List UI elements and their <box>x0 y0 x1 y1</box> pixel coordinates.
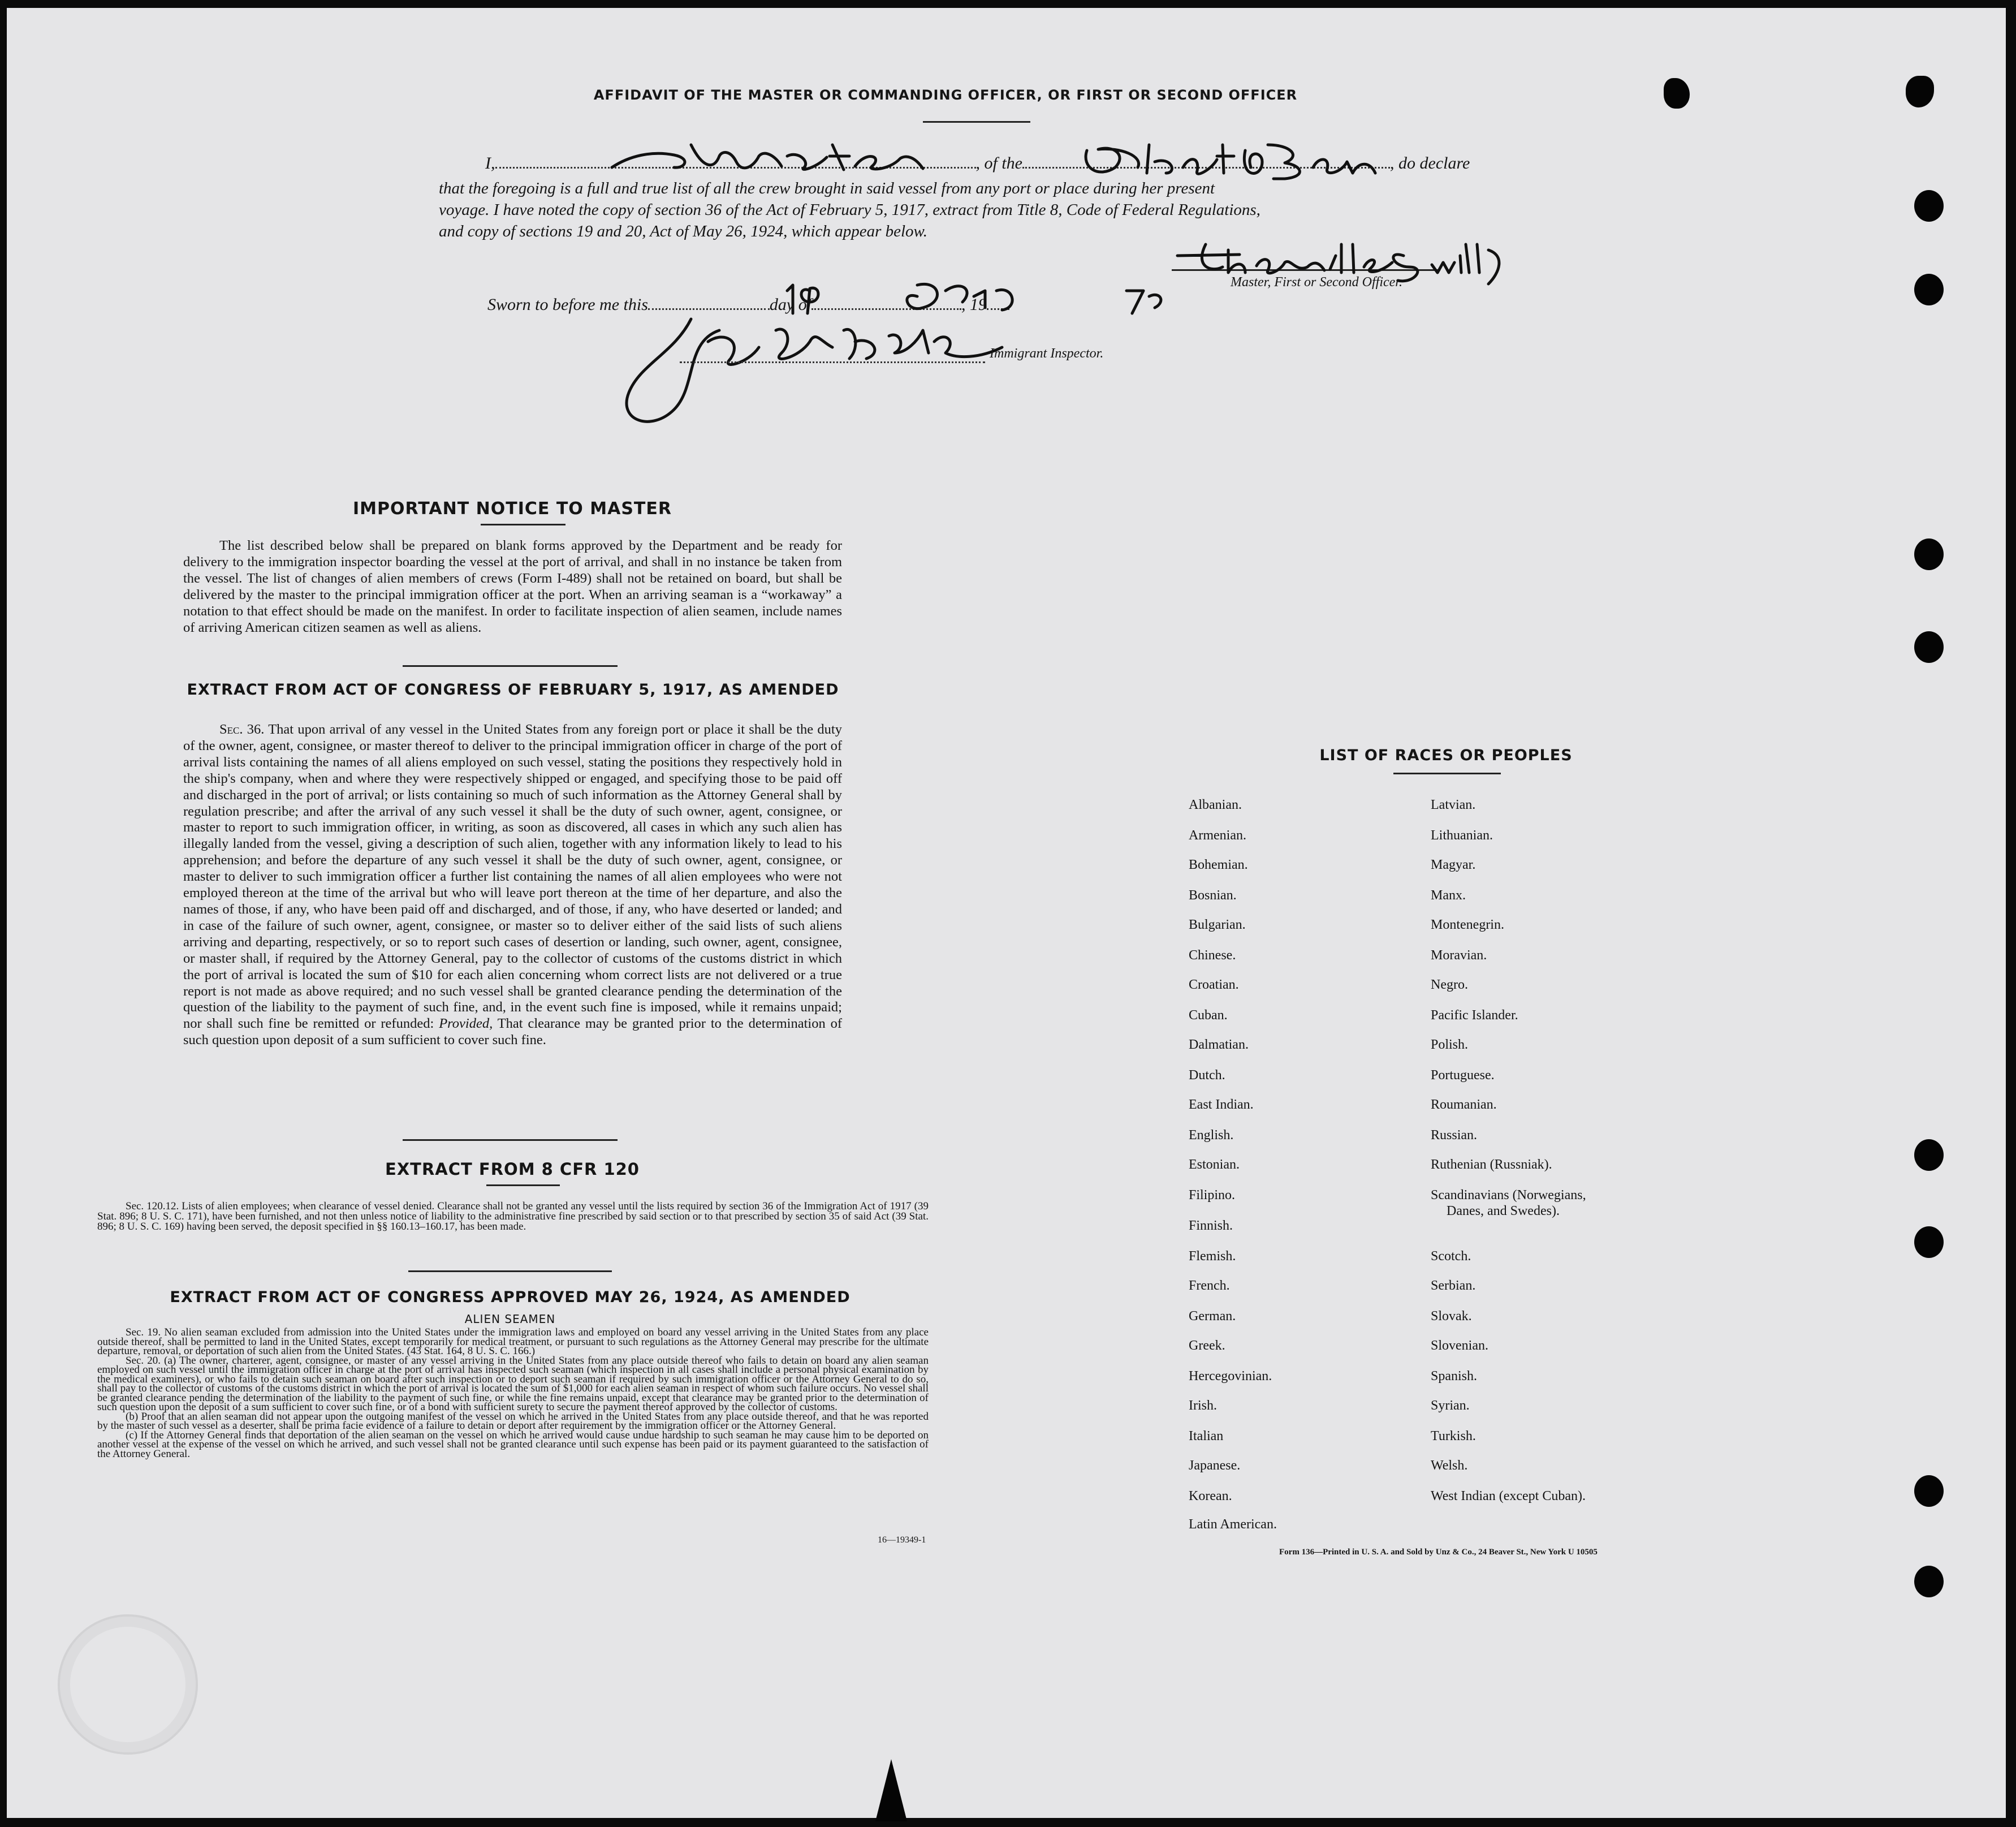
race-item: Polish. <box>1431 1037 1469 1052</box>
handwritten-vessel-name <box>1076 133 1392 196</box>
notice-divider <box>481 524 565 525</box>
document-page <box>7 8 2006 1818</box>
race-item: Welsh. <box>1431 1458 1468 1473</box>
extract-1917-body <box>183 722 842 1049</box>
cfr-body: Sec. 120.12. Lists of alien employees; when clearance of vessel denied. Clearance shall not be granted any vessel until the lists required by section 36 of the Immigration Act of 1917 (39 Stat. 896; 8 U. S. C. 171), have been furnished, and not then unless notice of liability to the administrative fine prescribed by said section or to that prescribed by section 35 of said Act (39 Stat. 896; 8 U. S. C. 169) having been served, the deposit specified in §§ 160.13–160.17, has been made. <box>97 1200 929 1233</box>
race-item: Turkish. <box>1431 1429 1476 1443</box>
cfr-title: EXTRACT FROM 8 CFR 120 <box>385 1160 640 1179</box>
extract-1924-body <box>97 1328 929 1459</box>
races-divider <box>1393 773 1501 774</box>
race-item: Negro. <box>1431 977 1468 992</box>
race-item: Serbian. <box>1431 1278 1476 1293</box>
race-item: Latvian. <box>1431 798 1476 812</box>
sec-20b-text: (b) Proof that an alien seaman did not appear upon the outgoing manifest of the vessel on which he arrived in the United States from any place outside thereof, and that he was reported by the master of such vessel as a deserter, shall be prima facie evidence of a failure to detain or deport after requirement by the immigration officer or the Attorney General. <box>97 1410 929 1432</box>
notice-bottom-divider <box>403 665 618 667</box>
affidavit-line-2: that the foregoing is a full and true list of all the crew brought in said vessel from any port or place during her present <box>439 179 1215 197</box>
race-item: English. <box>1189 1128 1234 1143</box>
race-item: Filipino. <box>1189 1188 1236 1203</box>
paper-notch <box>875 1759 907 1821</box>
race-item: Portuguese. <box>1431 1068 1495 1083</box>
inspector-signature-line <box>680 360 985 363</box>
race-item: Roumanian. <box>1431 1097 1497 1112</box>
notice-title: IMPORTANT NOTICE TO MASTER <box>353 499 672 519</box>
race-item: Flemish. <box>1189 1249 1236 1264</box>
race-item: Latin American. <box>1189 1517 1277 1532</box>
sec-20c-text: (c) If the Attorney General finds that deportation of the alien seaman on the vessel on which he arrived would cause undue hardship to such seaman he may cause him to be deported on another vessel at the expense of the vessel on which he arrived, and such vessel shall not be granted clearance until such expense has been paid or its payment guaranteed to the satisfaction of the Attorney General. <box>97 1429 929 1460</box>
race-item: Danes, and Swedes). <box>1447 1204 1560 1218</box>
race-item: Slovenian. <box>1431 1338 1488 1353</box>
race-item: Armenian. <box>1189 828 1246 843</box>
race-item: Lithuanian. <box>1431 828 1493 843</box>
i-label: I, <box>485 154 495 173</box>
sec-36-label: Sec. 36. <box>219 722 265 737</box>
sec-36-text-end: That clearance may be granted prior to the determination of such question upon deposit of a sum sufficient to cover such fine. <box>183 1016 843 1048</box>
race-item: Russian. <box>1431 1128 1478 1143</box>
cfr-bottom-divider <box>408 1270 612 1272</box>
race-item: Syrian. <box>1431 1398 1470 1413</box>
affidavit-line-4: and copy of sections 19 and 20, Act of May 26, 1924, which appear below. <box>439 222 927 240</box>
extract-1924-title: EXTRACT FROM ACT OF CONGRESS APPROVED MAY 26, 1924, AS AMENDED <box>170 1289 851 1306</box>
race-item: Scandinavians (Norwegians, <box>1431 1188 1586 1203</box>
master-caption: Master, First or Second Officer. <box>1231 275 1402 290</box>
race-item: Finnish. <box>1189 1218 1233 1233</box>
form-number: 16—19349-1 <box>878 1535 926 1545</box>
race-item: Cuban. <box>1189 1008 1228 1023</box>
punch-hole <box>1914 274 1944 305</box>
sec-20a-text: Sec. 20. (a) The owner, charterer, agent, consignee, or master of any vessel arriving in the United States from any place outside thereof who fails to detain on board any alien seaman employed on such vessel until the immigration officer in charge at the port of arrival has inspected such seaman (which inspection in all cases shall include a personal physical examination by the medical examiners), or who fails to detain such seaman on board after such inspection or to deport such seaman if required by such immigration officer or the Attorney General to do so, shall pay to the collector of customs of the customs district in which the port of arrival is located the sum of $1,000 for each alien seaman in respect of whom such failure occurs. No vessel shall be granted clearance pending the determination of the liability to the payment of such fine, or while the fine remains unpaid, except that clearance may be granted prior to the determination of such question upon the deposit of a sum sufficient to cover such fine, or of a bond with sufficient surety to secure the payment thereof approved by the collector of customs. <box>97 1354 929 1413</box>
race-item: Hercegovinian. <box>1189 1369 1272 1384</box>
punch-hole <box>1914 1566 1944 1597</box>
race-item: Moravian. <box>1431 948 1487 963</box>
race-item: Bulgarian. <box>1189 917 1246 932</box>
handwritten-rank-signature <box>606 133 934 184</box>
alien-seamen-subtitle: ALIEN SEAMEN <box>464 1312 556 1326</box>
race-item: Estonian. <box>1189 1157 1240 1172</box>
race-item: Croatian. <box>1189 977 1239 992</box>
declare-label: , do declare <box>1390 154 1470 173</box>
printer-note: Form 136—Printed in U. S. A. and Sold by Unz & Co., 24 Beaver St., New York U 10505 <box>1279 1548 1598 1557</box>
race-item: Italian <box>1189 1429 1224 1443</box>
notice-body: The list described below shall be prepared on blank forms approved by the Department and be ready for delivery to the immigration inspector boarding the vessel at the port of arrival, and shall in no instance be taken from the vessel. The list of changes of alien members of crews (Form I-489) shall not be retained on board, but shall be delivered by the master to the principal immigration officer at the port. When an arriving seaman is a “workaway” a notation to that effect should be made on the manifest. In order to facilitate inspection of alien seamen, include names of arriving American citizen seamen as well as aliens. <box>183 538 842 635</box>
races-title: LIST OF RACES OR PEOPLES <box>1319 747 1573 764</box>
affidavit-title: AFFIDAVIT OF THE MASTER OR COMMANDING OFFICER, OR FIRST OR SECOND OFFICER <box>593 87 1298 103</box>
punch-hole <box>1914 190 1944 222</box>
race-item: Greek. <box>1189 1338 1225 1353</box>
race-item: Pacific Islander. <box>1431 1008 1518 1023</box>
year-label: , 19 <box>961 295 987 314</box>
race-item: Albanian. <box>1189 798 1242 812</box>
day-label: day of <box>769 295 812 314</box>
punch-hole <box>1914 1475 1944 1507</box>
inspector-signature <box>606 308 1013 438</box>
race-item: Japanese. <box>1189 1458 1241 1473</box>
cfr-divider <box>486 1184 560 1186</box>
inspector-caption: Immigrant Inspector. <box>990 346 1104 361</box>
race-item: Slovak. <box>1431 1309 1472 1324</box>
affidavit-line-3: voyage. I have noted the copy of section 36 of the Act of February 5, 1917, extract from Title 8, Code of Federal Regulations, <box>439 201 1260 219</box>
race-item: Spanish. <box>1431 1369 1478 1384</box>
race-item: Dalmatian. <box>1189 1037 1249 1052</box>
race-item: Bohemian. <box>1189 858 1248 872</box>
sec-36-text: That upon arrival of any vessel in the United States from any foreign port or place it shall be the duty of the owner, agent, consignee, or master thereof to deliver to the principal immigration officer in charge of the port of arrival lists containing the names of all aliens employed on such vessel, stating the positions they respectively hold in the ship's company, when and where they were respectively shipped or engaged, and specifying those to be paid off and discharged in the port of arrival; or lists containing so much of such information as the Attorney General shall by regulation prescribe; and after the arrival of any such vessel it shall be the duty of such owner, agent, consignee, or master to report to such immigration officer, in writing, as soon as discovered, all cases in which any such alien has illegally landed from the vessel, giving a description of such alien, together with any information likely to lead to his apprehension; and before the departure of any such vessel it shall be the duty of such owner, agent, consignee, or master to deliver to such immigration officer a further list containing the names of all alien employees who were not employed thereon at the time of the arrival but who will leave port thereon at the time of her departure, and also the names of those, if any, who have been paid off and discharged, and of those, if any, who have deserted or landed; and in case of the failure of such owner, agent, consignee, or master so to deliver either of the said lists of such aliens arriving and departing, respectively, or so to report such cases of desertion or landing, such owner, agent, consignee, or master shall, if required by the Attorney General, pay to the collector of customs of the customs district in which the port of arrival is located the sum of $10 for each alien concerning whom correct lists are not delivered or a true report is not made as above required; and no such vessel shall be granted clearance pending the determination of the question of the liability to the payment of such fine, and, in the event such fine is imposed, while it remains unpaid; nor shall such fine be remitted or refunded: <box>183 722 842 1032</box>
race-item: Montenegrin. <box>1431 917 1504 932</box>
race-item: Manx. <box>1431 888 1466 903</box>
race-item: West Indian (except Cuban). <box>1431 1489 1586 1503</box>
race-item: Ruthenian (Russniak). <box>1431 1157 1552 1172</box>
punch-hole <box>1914 1226 1944 1258</box>
race-item: French. <box>1189 1278 1230 1293</box>
race-item: East Indian. <box>1189 1097 1254 1112</box>
extract-1917-divider <box>403 1139 618 1141</box>
title-divider <box>923 121 1030 123</box>
punch-hole <box>1914 1139 1944 1171</box>
race-item: Magyar. <box>1431 858 1476 872</box>
provided-label: Provided, <box>439 1016 493 1032</box>
punch-hole <box>1914 631 1944 663</box>
of-the-label: , of the <box>975 154 1022 173</box>
race-item: Dutch. <box>1189 1068 1225 1083</box>
sec-19-text: Sec. 19. No alien seaman excluded from admission into the United States under the immigration laws and employed on board any vessel arriving in the United States from any place outside thereof, shall be permitted to land in the United States, except temporarily for medical treatment, or pursuant to such regulations as the Attorney General may prescribe for the ultimate departure, removal, or deportation of such alien from the United States. (43 Stat. 164, 8 U. S. C. 166.) <box>97 1326 929 1357</box>
race-item: Bosnian. <box>1189 888 1237 903</box>
race-item: Scotch. <box>1431 1249 1471 1264</box>
race-item: Chinese. <box>1189 948 1236 963</box>
sworn-label: Sworn to before me this <box>487 295 648 314</box>
punch-hole <box>1914 538 1944 570</box>
embossed-seal <box>58 1614 198 1755</box>
race-item: Irish. <box>1189 1398 1217 1413</box>
race-item: Korean. <box>1189 1489 1232 1503</box>
extract-1917-title: EXTRACT FROM ACT OF CONGRESS OF FEBRUARY 5, 1917, AS AMENDED <box>187 681 839 699</box>
race-item: German. <box>1189 1309 1236 1324</box>
